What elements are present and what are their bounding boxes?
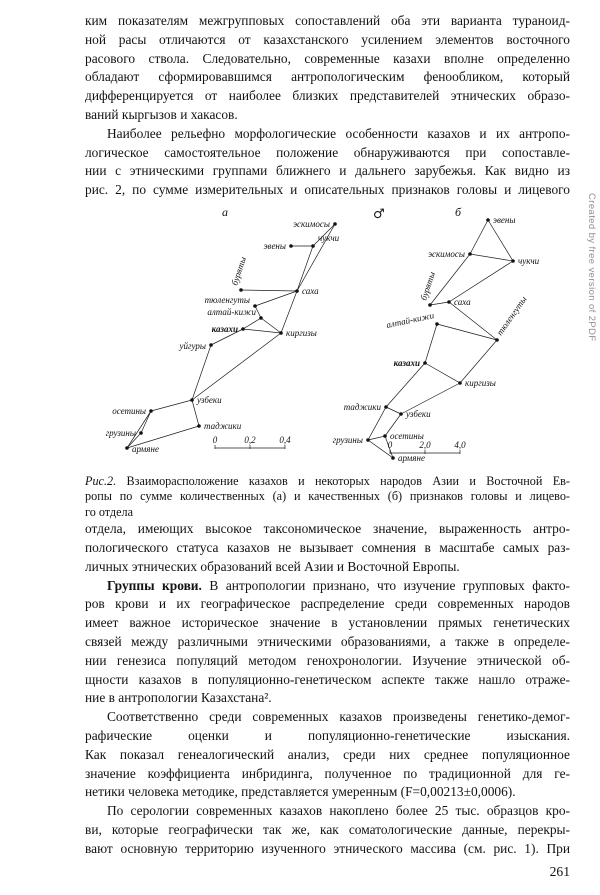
node-dot: [458, 381, 462, 385]
body-text-top: [85, 12, 570, 200]
scale-tick-label: 0,2: [244, 434, 256, 445]
text-line: ким показателям межгрупповых сопоставлений оба эти варианта тураноид-: [85, 13, 570, 28]
figure: [85, 202, 570, 470]
edge-line: [368, 436, 385, 440]
node-label: уйгуры: [179, 340, 206, 351]
edge-line: [386, 363, 425, 407]
text-line: ров крови и их географическое распределение среди современных народов: [85, 596, 570, 612]
node-dot: [435, 322, 439, 326]
paragraph: [85, 474, 570, 520]
paragraph: [85, 708, 570, 802]
node-dot: [366, 438, 370, 442]
node-dot: [139, 431, 143, 435]
text-line: пологического статуса казахов не вызывает сомнения в масштабе самых раз-: [85, 539, 570, 555]
node-label: узбеки: [197, 394, 222, 405]
text-line: По серологии современных казахов накоплено более 25 тыс. образцов кро-: [107, 803, 570, 819]
edge-line: [243, 318, 261, 329]
paragraph: [85, 125, 570, 200]
text-line: ви, которые географически так же, как соматологические данные, перекры-: [85, 821, 570, 837]
text-line: ваний кыргызов и хакасов.: [85, 106, 238, 122]
scale-tick-label: 0: [387, 439, 393, 450]
node-label: алтай-кижи: [207, 306, 256, 317]
node-label: тюленгуты: [204, 294, 250, 305]
node-dot: [311, 244, 315, 248]
edge-line: [261, 318, 281, 333]
node-label: саха: [454, 296, 471, 307]
text-line: Как показал генеалогический анализ, среди них среднее популяционное: [85, 746, 570, 762]
node-label: грузины: [105, 427, 136, 438]
edge-line: [241, 290, 297, 291]
node-dot: [447, 300, 451, 304]
node-label: армяне: [132, 443, 159, 454]
node-dot: [125, 446, 129, 450]
text-line: Наиболее рельефно морфологические особенности казахов и их антропо-: [107, 125, 570, 141]
text-line: связей между различными этническими образованиями, а также в определе-: [85, 633, 570, 649]
text-line: ние в антропологии Казахстана².: [85, 690, 272, 706]
text-line: нии с этническими группами ближнего и дальнего зарубежья. Как видно из: [85, 163, 570, 179]
node-dot: [468, 252, 472, 256]
node-label: таджики: [204, 420, 242, 431]
node-dot: [391, 456, 395, 460]
text-line: дифференцируется от наиболее близких представителей этнических образо-: [85, 88, 570, 104]
text-line: личных этнических образований всей Азии и Восточной Европы.: [85, 558, 460, 574]
edge-line: [449, 302, 497, 340]
paragraph: [85, 12, 570, 125]
text-line: рис. 2, по сумме измерительных и описательных признаков головы и лицевого: [85, 182, 570, 198]
edge-line: [430, 302, 449, 305]
edge-line: [255, 291, 297, 306]
node-label: армяне: [398, 452, 425, 463]
node-label: эскимосы: [428, 248, 465, 259]
node-dot: [428, 303, 432, 307]
node-label: буряты: [229, 255, 249, 287]
node-label: тюленгуты: [494, 294, 529, 338]
node-dot: [399, 412, 403, 416]
node-dot: [259, 316, 263, 320]
text-line: значение коэффициента инбридинга, полученное по традиционной для ге-: [85, 765, 570, 781]
edge-line: [449, 261, 513, 302]
text-line: отдела, имеющих высокое таксономическое значение, выраженность антро-: [85, 521, 570, 537]
text-line: логическое самостоятельное положение обнаруживаются при сопоставле-: [85, 144, 570, 160]
text-line: расового ствола. Следовательно, современные казахи вполне определенно: [85, 50, 570, 66]
node-dot: [495, 338, 499, 342]
node-label: саха: [302, 285, 319, 296]
node-dot: [149, 409, 153, 413]
node-label: алтай-кижи: [385, 310, 435, 330]
edge-line: [192, 345, 211, 400]
edge-line: [425, 363, 460, 383]
text-line: нетики человека методике, представляется умеренным (F=0,00213±0,0006).: [85, 784, 516, 800]
node-dot: [295, 289, 299, 293]
node-label: эвены: [493, 214, 516, 225]
node-label: казахи: [211, 323, 238, 334]
node-dot: [486, 218, 490, 222]
scale-tick-label: 0: [212, 434, 218, 445]
node-dot: [383, 434, 387, 438]
text-line: ной расы отличаются от казахстанского усилением элементов восточного: [85, 31, 570, 47]
node-label: казахи: [393, 357, 420, 368]
node-dot: [423, 361, 427, 365]
male-symbol: ♂: [373, 206, 385, 222]
text-line: вают основную территорию изученного этнического массива (см. рис. 1). При: [85, 840, 570, 856]
node-dot: [190, 398, 194, 402]
node-dot: [384, 405, 388, 409]
node-label: киргизы: [286, 327, 317, 338]
node-dot: [511, 259, 515, 263]
figure-panel-б: [333, 205, 540, 463]
panel-letter: б: [455, 204, 462, 219]
node-dot: [209, 343, 213, 347]
text-line: нии генезиса популяций методом генохронологии. Изучение этнической об-: [85, 652, 570, 668]
node-label: узбеки: [406, 408, 431, 419]
text-line: Рис.2. Взаиморасположение казахов и некоторых народов Азии и Восточной Ев-: [85, 473, 570, 488]
body-text-bottom: [85, 520, 570, 858]
scale-tick-label: 4,0: [454, 439, 466, 450]
node-label: осетины: [112, 405, 146, 416]
page-number: 261: [549, 863, 570, 879]
text-line: Соответственно среди современных казахов произведены генетико-демог-: [107, 709, 570, 725]
node-dot: [333, 222, 337, 226]
edge-line: [151, 400, 192, 411]
edge-line: [297, 246, 313, 291]
text-line: рафические оценки и популяционно-генетические изыскания.: [85, 727, 570, 743]
figure-diagram: [85, 202, 570, 466]
paragraph: [85, 577, 570, 709]
edge-line: [488, 220, 513, 261]
text-line: го отдела: [85, 504, 134, 519]
edge-line: [386, 407, 401, 414]
edge-line: [460, 340, 497, 383]
edge-line: [281, 291, 297, 333]
node-label: киргизы: [465, 377, 496, 388]
node-dot: [239, 288, 243, 292]
figure-caption: [85, 474, 570, 520]
node-label: таджики: [343, 401, 381, 412]
node-dot: [241, 327, 245, 331]
node-label: грузины: [332, 434, 363, 445]
edge-line: [425, 324, 437, 363]
node-label: эвены: [263, 240, 286, 251]
node-label: эскимосы: [293, 218, 330, 229]
edge-line: [470, 220, 488, 254]
text-line: обладают сформировавшимся антропологическим фенообликом, который: [85, 69, 570, 85]
paragraph: [85, 802, 570, 858]
edge-line: [243, 329, 281, 333]
scale-tick-label: 0,4: [279, 434, 291, 445]
figure-panel-а: [106, 205, 340, 454]
node-label: буряты: [418, 270, 438, 302]
paragraph: [85, 520, 570, 576]
node-label: чукчи: [318, 232, 340, 243]
watermark-text: Created by free version of 2PDF: [586, 193, 597, 342]
edge-line: [470, 254, 513, 261]
node-label: чукчи: [518, 255, 540, 266]
text-line: Группы крови. В антропологии признано, что изучение групповых факто-: [107, 577, 570, 593]
node-dot: [197, 424, 201, 428]
edge-line: [437, 324, 497, 340]
node-dot: [289, 244, 293, 248]
node-label: осетины: [390, 430, 424, 441]
text-line: ропы по сумме количественных (а) и качественных (б) признаков головы и лицево-: [85, 489, 570, 504]
panel-letter: а: [222, 204, 228, 219]
text-line: щности казахов в популяционно-генетическом аспекте также нашло отраже-: [85, 671, 570, 687]
node-dot: [279, 331, 283, 335]
scale-tick-label: 2,0: [419, 439, 431, 450]
text-line: имеет важное историческое значение в установлении прямых генетических: [85, 615, 570, 631]
